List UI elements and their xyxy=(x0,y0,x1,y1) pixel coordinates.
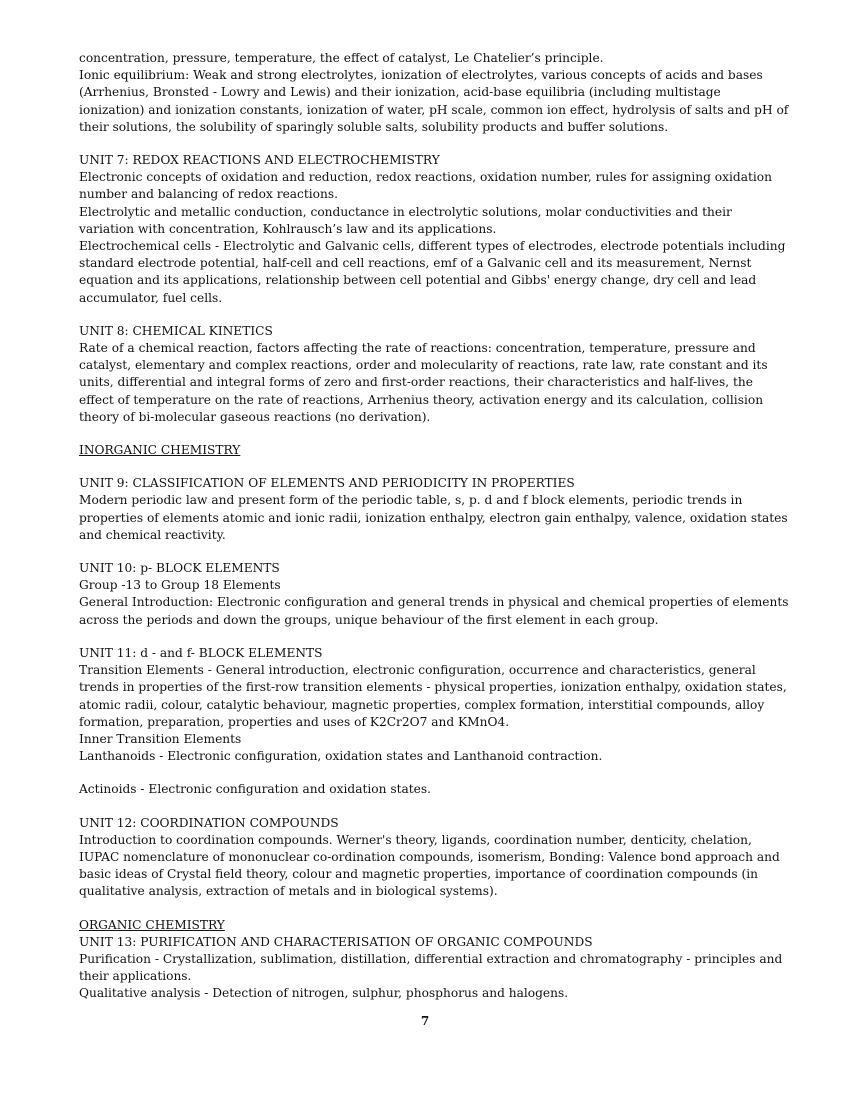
paragraph-gap xyxy=(79,459,789,475)
document-body xyxy=(79,50,789,1003)
unit-heading: UNIT 8: CHEMICAL KINETICS xyxy=(79,323,273,338)
body-paragraph: Qualitative analysis - Detection of nitrogen, sulphur, phosphorus and halogens. xyxy=(79,986,569,1001)
page-number: 7 xyxy=(420,1014,430,1028)
body-paragraph: Modern periodic law and present form of the periodic table, s, p. d and f block elements, periodic trends in properties of elements atomic and ionic radii, ionization enthalpy, electron gain enthalpy, valence, oxidation states and chemical reactivity. xyxy=(79,493,788,542)
paragraph-gap xyxy=(79,799,789,815)
paragraph-gap xyxy=(79,765,789,781)
body-paragraph: Inner Transition Elements xyxy=(79,731,242,746)
unit-heading: UNIT 12: COORDINATION COMPOUNDS xyxy=(79,815,339,830)
body-paragraph: Transition Elements - General introduction, electronic configuration, occurrence and characteristics, general trends in properties of the first-row transition elements - physical properties, ionization enthalpy, oxidation states, atomic radii, colour, catalytic behaviour, magnetic properties, complex formation, interstitial compounds, alloy formation, preparation, properties and uses of K2Cr2O7 and KMnO4. xyxy=(79,663,787,729)
body-paragraph: Group -13 to Group 18 Elements xyxy=(79,578,281,593)
section-heading: ORGANIC CHEMISTRY xyxy=(79,917,225,932)
paragraph-gap xyxy=(79,901,789,917)
section-heading: INORGANIC CHEMISTRY xyxy=(79,443,241,458)
unit-heading: UNIT 10: p- BLOCK ELEMENTS xyxy=(79,561,280,576)
body-paragraph: Electrolytic and metallic conduction, conductance in electrolytic solutions, molar conductivities and their variation with concentration, Kohlrausch’s law and its applications. xyxy=(79,204,732,236)
paragraph-gap xyxy=(79,544,789,560)
unit-heading: UNIT 9: CLASSIFICATION OF ELEMENTS AND PERIODICITY IN PROPERTIES xyxy=(79,476,575,491)
body-paragraph: Electrochemical cells - Electrolytic and Galvanic cells, different types of electrodes, electrode potentials including standard electrode potential, half-cell and cell reactions, emf of a Galvanic cell and its measurement, Nernst equation and its applications, relationship between cell potential and Gibbs' energy change, dry cell and lead accumulator, fuel cells. xyxy=(79,239,786,305)
body-paragraph: Purification - Crystallization, sublimation, distillation, differential extraction and chromatography - principles and their applications. xyxy=(79,951,783,984)
body-paragraph: Electronic concepts of oxidation and reduction, redox reactions, oxidation number, rules for assigning oxidation number and balancing of redox reactions. xyxy=(79,170,772,202)
body-paragraph: Introduction to coordination compounds. Werner's theory, ligands, coordination number, denticity, chelation, IUPAC nomenclature of mononuclear co-ordination compounds, isomerism, Bonding: Valence bond approach and basic ideas of Crystal field theory, colour and magnetic properties, importance of coordination compounds (in qualitative analysis, extraction of metals and in biological systems). xyxy=(79,832,780,899)
body-paragraph: Rate of a chemical reaction, factors affecting the rate of reactions: concentration, temperature, pressure and catalyst, elementary and complex reactions, order and molecularity of reactions, rate law, rate constant and its units, differential and integral forms of zero and first-order reactions, their characteristics and half-lives, the effect of temperature on the rate of reactions, Arrhenius theory, activation energy and its calculation, collision theory of bi-molecular gaseous reactions (no derivation). xyxy=(79,341,768,424)
paragraph-gap xyxy=(79,629,789,645)
paragraph-gap xyxy=(79,307,789,323)
paragraph-gap xyxy=(79,136,789,152)
body-paragraph: concentration, pressure, temperature, the effect of catalyst, Le Chatelier’s principle. xyxy=(79,51,604,65)
body-paragraph: General Introduction: Electronic configuration and general trends in physical and chemical properties of elements across the periods and down the groups, unique behaviour of the first element in each group. xyxy=(79,595,789,627)
body-paragraph: Actinoids - Electronic configuration and oxidation states. xyxy=(79,782,431,797)
body-paragraph: Lanthanoids - Electronic configuration, oxidation states and Lanthanoid contraction. xyxy=(79,749,603,764)
unit-heading: UNIT 11: d - and f- BLOCK ELEMENTS xyxy=(79,645,323,660)
paragraph-gap xyxy=(79,426,789,442)
unit-heading: UNIT 7: REDOX REACTIONS AND ELECTROCHEMISTRY xyxy=(79,153,440,168)
unit-heading: UNIT 13: PURIFICATION AND CHARACTERISATION OF ORGANIC COMPOUNDS xyxy=(79,934,593,949)
body-paragraph: Ionic equilibrium: Weak and strong electrolytes, ionization of electrolytes, various concepts of acids and bases (Arrhenius, Bronsted - Lowry and Lewis) and their ionization, acid-base equilibria (including multistage ionization) and ionization constants, ionization of water, pH scale, common ion effect, hydrolysis of salts and pH of their solutions, the solubility of sparingly soluble salts, solubility products and buffer solutions. xyxy=(79,68,789,134)
